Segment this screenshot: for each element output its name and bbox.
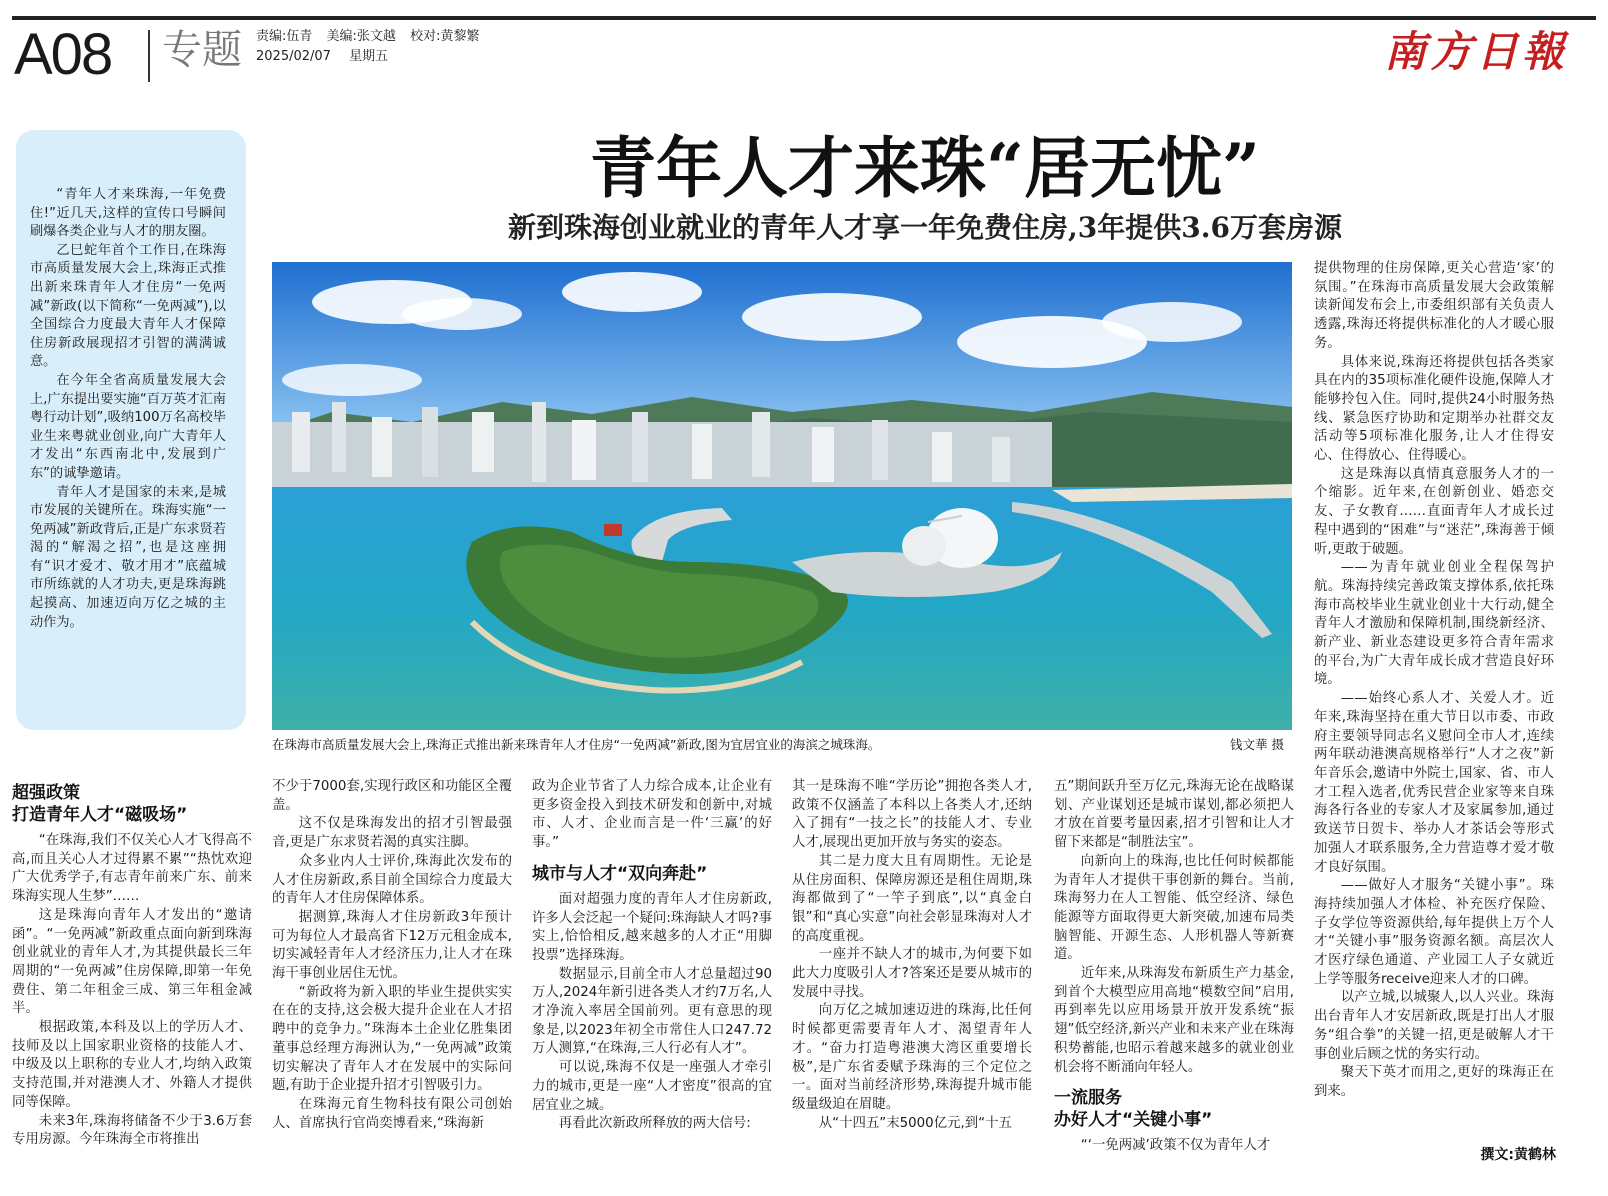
author-byline: 撰文:黄鹤林 — [1480, 1147, 1556, 1163]
intro-text — [30, 186, 226, 632]
article-column-2 — [272, 778, 512, 1178]
intro-paragraph: 在今年全省高质量发展大会上,广东提出要实施“百万英才汇南粤行动计划”,吸纳100万名高校毕业生来粤就业创业,向广大青年人才发出“东西南北中,发展到广东”的诚挚邀请。 — [30, 372, 226, 481]
intro-paragraph: 乙巳蛇年首个工作日,在珠海市高质量发展大会上,珠海正式推出新来珠青年人才住房“一免两减”新政(以下简称“一免两减”),以全国综合力度最大青年人才保障住房新政展现招才引智的满满诚意。 — [30, 242, 226, 370]
body-paragraph: 从“十四五”末5000亿元,到“十五 — [818, 1115, 1012, 1131]
article-column-1 — [12, 782, 252, 1178]
body-paragraph: 一座并不缺人才的城市,为何要下如此大力度吸引人才?答案还是要从城市的发展中寻找。 — [792, 947, 1032, 1000]
body-paragraph: “在珠海,我们不仅关心人才飞得高不高,而且关心人才过得累不累”“热忱欢迎广大优秀学子,有志青年前来广东、前来珠海实现人生梦”…… — [12, 833, 252, 905]
article-column-3 — [532, 778, 772, 1178]
editor: 责编:伍青 — [256, 29, 313, 44]
editor-credits — [256, 28, 489, 46]
body-paragraph: 数据显示,目前全市人才总量超过90万人,2024年新引进各类人才约7万名,人才净流入率居全国前列。更有意思的现象是,以2023年初全市常住人口247.72万人测算,“在珠海,三人行必有人才”。 — [532, 966, 772, 1057]
section-heading: 办好人才“关键小事” — [1054, 1110, 1213, 1131]
photo-credit: 钱文華 摄 — [1230, 737, 1284, 752]
body-paragraph: 可以说,珠海不仅是一座强人才牵引力的城市,更是一座“人才密度”很高的宜居宜业之城。 — [532, 1060, 772, 1113]
body-paragraph: 这不仅是珠海发出的招才引智最强音,更是广东求贤若渴的真实注脚。 — [272, 816, 512, 851]
body-paragraph: 再看此次新政所释放的两大信号: — [558, 1116, 751, 1132]
subheadline: 新到珠海创业就业的青年人才享一年免费住房,3年提供3.6万套房源 — [508, 211, 1342, 244]
article-column-5 — [1054, 778, 1294, 1178]
section-heading: 城市与人才“双向奔赴” — [532, 863, 708, 884]
body-paragraph: 五”期间跃升至万亿元,珠海无论在战略谋划、产业谋划还是城市谋划,都必须把人才放在首要考量因素,招才引智和让人才留下来都是“制胜法宝”。 — [1054, 779, 1294, 851]
article-column-4 — [792, 778, 1032, 1178]
body-paragraph: 近年来,从珠海发布新质生产力基金,到首个大模型应用高地“模数空间”启用,再到率先以应用场景开放开发系统“振翅”低空经济,新兴产业和未来产业在珠海积势蓄能,也昭示着越来越多的就业创业机会将不断涌向年轻人。 — [1054, 966, 1294, 1075]
body-paragraph: ——做好人才服务“关键小事”。珠海持续加强人才体检、补充医疗保险、子女学位等资源供给,每年提供上万个人才“关键小事”服务资源名额。高层次人才医疗绿色通道、产业园工人子女就近上学等服务receive迎来人才的口碑。 — [1314, 878, 1554, 987]
proofreader: 校对:黄黎繁 — [410, 29, 480, 44]
body-paragraph: 其二是力度大且有周期性。无论是从住房面积、保障房源还是租住周期,珠海都做到了“一竿子到底”,以“真金白银”和“真心实意”向社会彰显珠海对人才的高度重视。 — [792, 853, 1032, 944]
aerial-photo-illustration — [272, 262, 1292, 730]
body-paragraph: 提供物理的住房保障,更关心营造‘家’的氛围。”在珠海市高质量发展大会政策解读新闻发布会上,市委组织部有关负责人透露,珠海还将提供标准化的人才暖心服务。 — [1314, 261, 1554, 351]
body-paragraph: “‘一免两减’政策不仅为青年人才 — [1080, 1138, 1271, 1154]
photo-caption — [272, 736, 1292, 754]
top-rule — [12, 16, 1596, 20]
body-paragraph: 未来3年,珠海将储备不少于3.6万套专用房源。今年珠海全市将推出 — [12, 1113, 252, 1148]
page-number: A08 — [14, 22, 112, 87]
section-name: 专题 — [162, 27, 242, 73]
issue-date: 2025/02/07 — [256, 49, 331, 64]
body-paragraph: 在珠海元育生物科技有限公司创始人、首席执行官尚奕博看来,“珠海新 — [272, 1096, 512, 1131]
body-paragraph: 这是珠海向青年人才发出的“邀请函”。“一免两减”新政重点面向新到珠海创业就业的青年人才,为其提供最长三年周期的“一免两减”住房保障,即第一年免费住、第二年租金三成、第三年租金减半。 — [12, 907, 252, 1017]
weekday: 星期五 — [349, 49, 389, 64]
body-paragraph: 具体来说,珠海还将提供包括各类家具在内的35项标准化硬件设施,保障人才能够拎包入住。同时,提供24小时服务热线、紧急医疗协助和定期举办社群交友活动等5项标准化服务,让人才住得安心、住得放心、住得暖心。 — [1314, 354, 1554, 464]
body-paragraph: 不少于7000套,实现行政区和功能区全覆盖。 — [272, 779, 512, 813]
header-divider — [148, 30, 150, 82]
intro-paragraph: “青年人才来珠海,一年免费住!”近几天,这样的宣传口号瞬间刷爆各类企业与人才的朋友圈。 — [30, 187, 226, 240]
body-paragraph: 向万亿之城加速迈进的珠海,比任何时候都更需要青年人才、渴望青年人才。“奋力打造粤港澳大湾区重要增长极”,是广东省委赋予珠海的三个定位之一。面对当前经济形势,珠海提升城市能级量级迫在眉睫。 — [792, 1003, 1032, 1112]
dateline — [256, 48, 402, 66]
section-heading: 打造青年人才“磁吸场” — [12, 805, 188, 825]
body-paragraph: 众多业内人士评价,珠海此次发布的人才住房新政,系目前全国综合力度最大的青年人才住房保障体系。 — [272, 853, 512, 907]
body-paragraph: 这是珠海以真情真意服务人才的一个缩影。近年来,在创新创业、婚恋交友、子女教育……直面青年人才成长过程中遇到的“困难”与“迷茫”,珠海善于倾听,更敢于破题。 — [1314, 466, 1554, 557]
body-paragraph: ——始终心系人才、关爱人才。近年来,珠海坚持在重大节日以市委、市政府主要领导同志名义慰问全市人才,连续两年联动港澳高规格举行“人才之夜”新年音乐会,邀请中外院士,国家、省、市人才工程入选者,优秀民营企业家等来自珠海各行各业的专家人才及家属参加,通过致送节日贺卡、举办人才茶话会等形式加强人才联系服务,全力营造尊才爱才敬才良好氛围。 — [1314, 691, 1554, 875]
art-editor: 美编:张文越 — [326, 29, 396, 44]
headline: 青年人才来珠“居无忧” — [590, 129, 1260, 207]
body-paragraph: 据测算,珠海人才住房新政3年预计可为每位人才最高省下12万元租金成本,切实减轻青年人才经济压力,让人才在珠海干事创业居住无忧。 — [272, 909, 512, 982]
body-paragraph: 聚天下英才而用之,更好的珠海正在到来。 — [1314, 1065, 1554, 1099]
caption-text: 在珠海市高质量发展大会上,珠海正式推出新来珠青年人才住房“一免两减”新政,图为宜居宜业的海滨之城珠海。 — [272, 737, 881, 752]
body-paragraph: 面对超强力度的青年人才住房新政,许多人会泛起一个疑问:珠海缺人才吗?事实上,恰恰相反,越来越多的人才正“用脚投票”选择珠海。 — [532, 891, 772, 963]
body-paragraph: 以产立城,以城聚人,以人兴业。珠海出台青年人才安居新政,既是打出人才服务“组合拳”的关键一招,更是破解人才干事创业后顾之忧的务实行动。 — [1314, 990, 1554, 1062]
body-paragraph: 其一是珠海不唯“学历论”拥抱各类人才,政策不仅涵盖了本科以上各类人才,还纳入了拥有“一技之长”的技能人才、专业人才,展现出更加开放与务实的姿态。 — [792, 779, 1032, 851]
aerial-photo — [272, 262, 1292, 730]
section-heading: 超强政策 — [12, 783, 80, 803]
intro-paragraph: 青年人才是国家的未来,是城市发展的关键所在。珠海实施“一免两减”新政背后,正是广东求贤若渴的“解渴之招”,也是这座拥有“识才爱才、敬才用才”底蕴城市所练就的人才功夫,更是珠海跳起摸高、加速迈向万亿之城的主动作为。 — [30, 484, 226, 630]
body-paragraph: 向新向上的珠海,也比任何时候都能为青年人才提供干事创新的舞台。当前,珠海努力在人工智能、低空经济、绿色能源等方面取得更大新突破,加速布局类脑智能、开源生态、人形机器人等新赛道。 — [1054, 853, 1294, 963]
article-column-6 — [1314, 260, 1554, 1140]
section-heading: 一流服务 — [1054, 1088, 1122, 1109]
body-paragraph: ——为青年就业创业全程保驾护航。珠海持续完善政策支撑体系,依托珠海市高校毕业生就业创业十大行动,健全青年人才激励和保障机制,围绕新经济、新产业、新业态建设更多符合青年需求的平台,为广大青年成长成才营造良好环境。 — [1314, 560, 1554, 688]
body-paragraph: “新政将为新入职的毕业生提供实实在在的支持,这会极大提升企业在人才招聘中的竞争力。”珠海本土企业亿胜集团董事总经理方海洲认为,“一免两减”政策切实解决了青年人才在发展中的实际问题,有助于企业提升招才引智吸引力。 — [272, 984, 512, 1094]
body-paragraph: 政为企业节省了人力综合成本,让企业有更多资金投入到技术研发和创新中,对城市、人才、企业而言是一件‘三赢’的好事。” — [532, 779, 772, 851]
body-paragraph: 根据政策,本科及以上的学历人才、技师及以上国家职业资格的技能人才、中级及以上职称的专业人才,均纳入政策支持范围,并对港澳人才、外籍人才提供同等保障。 — [12, 1020, 252, 1110]
newspaper-logo: 南方日報 — [1383, 27, 1568, 76]
